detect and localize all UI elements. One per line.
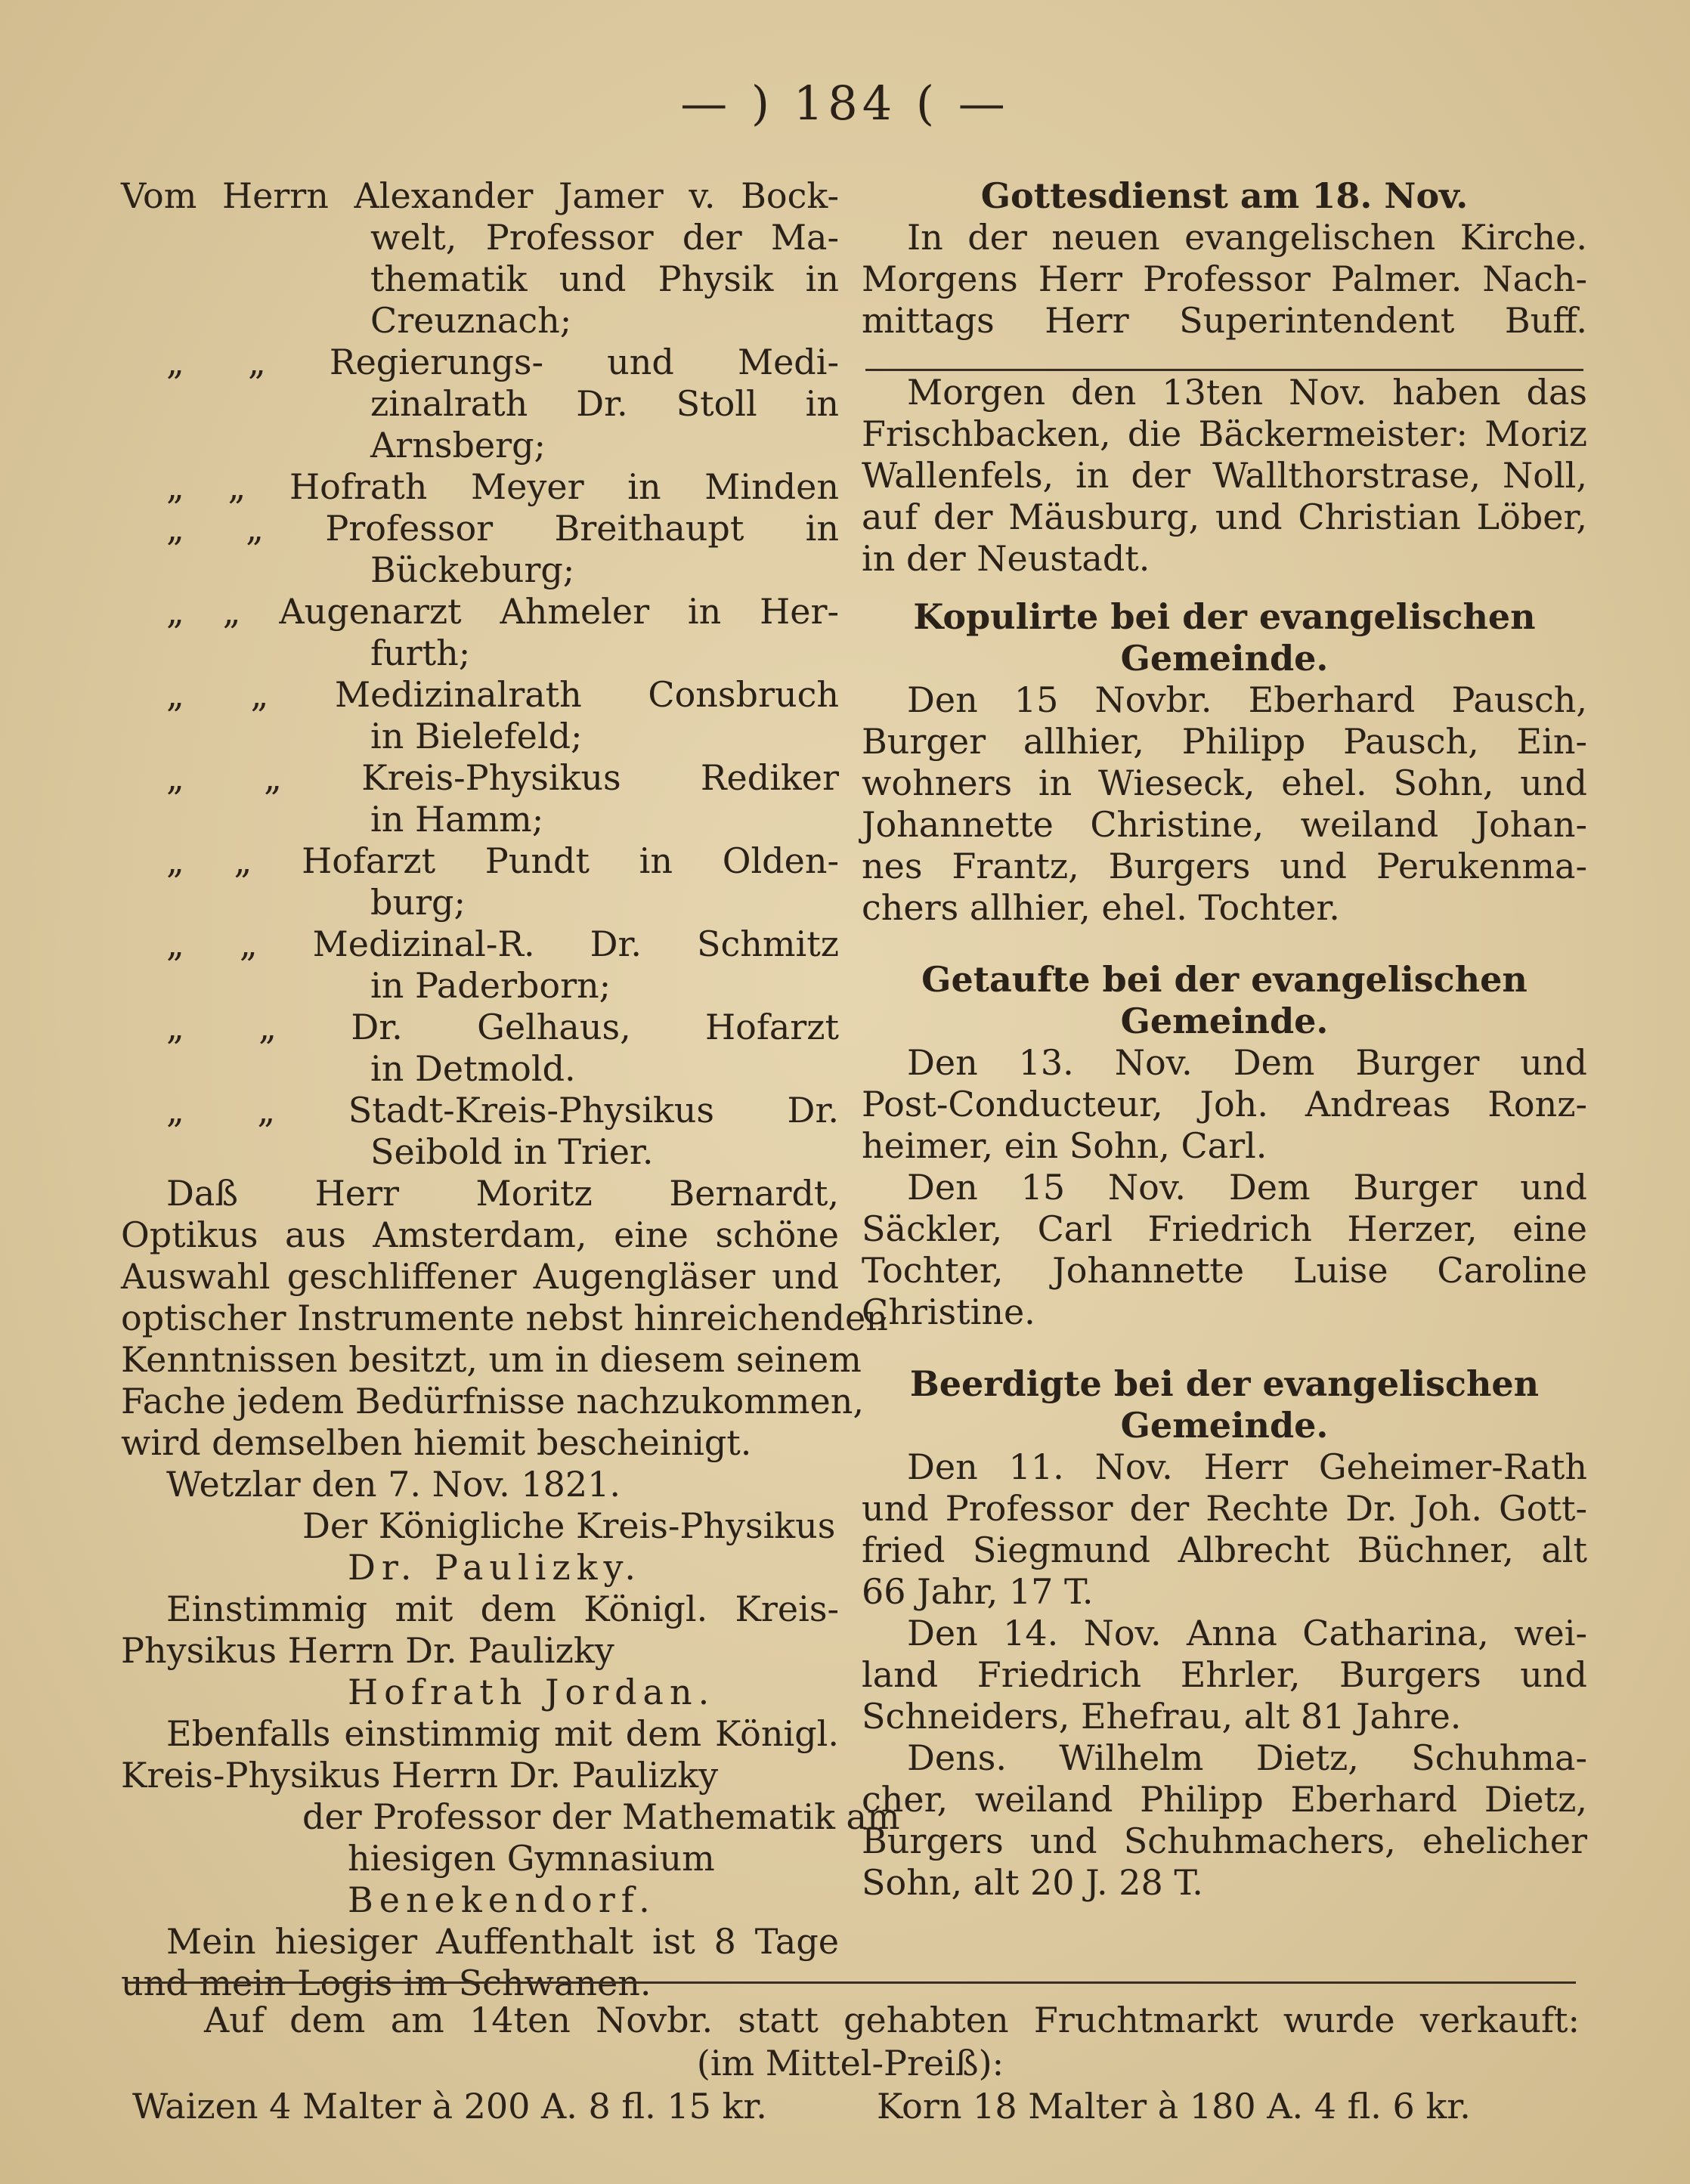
market-heading: Auf dem am 14ten Novbr. statt gehabten Fruchtmarkt wurde verkauft: [204,2000,1580,2040]
list-line: „ „ Medizinalrath Consbruch [166,674,839,715]
buried-line: Den 14. Nov. Anna Catharina, wei- [907,1613,1587,1653]
buried-line: 66 Jahr, 17 T. [862,1571,1094,1612]
right-column [862,175,1587,1904]
certificate-line: Fache jedem Bedürfnisse nachzukommen, [121,1381,864,1421]
endorsement-line: hiesigen Gymnasium [348,1838,715,1879]
endorsement-line: Einstimmig mit dem Königl. Kreis- [166,1589,839,1629]
list-line: „ „ Stadt-Kreis-Physikus Dr. [166,1090,839,1131]
service-line: Morgens Herr Professor Palmer. Nach- [862,258,1587,299]
baptized-line: Post-Conducteur, Joh. Andreas Ronz- [862,1084,1587,1124]
section-divider [865,369,1583,371]
service-line: mittags Herr Superintendent Buff. [862,300,1587,341]
certificate-line: Optikus aus Amsterdam, eine schöne [121,1214,839,1255]
bakers-line: Morgen den 13ten Nov. haben das [907,372,1587,413]
bakers-line: Frischbacken, die Bäckermeister: Moriz [862,413,1587,454]
married-line: Den 15 Novbr. Eberhard Pausch, [907,679,1587,720]
certificate-line: wird demselben hiemit bescheinigt. [121,1422,752,1463]
bakers-line: in der Neustadt. [862,538,1150,579]
list-line: furth; [370,633,471,673]
married-line: wohners in Wieseck, ehel. Sohn, und [862,763,1587,803]
buried-line: cher, weiland Philipp Eberhard Dietz, [862,1779,1587,1820]
market-report [121,1999,1580,2128]
endorsement-line: Ebenfalls einstimmig mit dem Königl. [166,1713,839,1754]
list-line: Vom Herrn Alexander Jamer v. Bock- [121,175,839,216]
market-prices [121,2085,1580,2128]
service-heading: Gottesdienst am 18. Nov. [980,175,1469,216]
list-line: „ „ Hofarzt Pundt in Olden- [166,840,839,881]
list-line: Creuznach; [370,300,572,341]
baptized-heading: Gemeinde. [1120,1001,1329,1041]
baptized-line: Säckler, Carl Friedrich Herzer, eine [862,1208,1587,1249]
list-line: „ „ Kreis-Physikus Rediker [166,757,839,798]
buried-line: land Friedrich Ehrler, Burgers und [862,1654,1587,1695]
baptized-line: Den 15 Nov. Dem Burger und [907,1167,1587,1208]
list-line: Seibold in Trier. [370,1131,654,1172]
list-line: „ „ Medizinal-R. Dr. Schmitz [166,923,839,964]
dateline: Wetzlar den 7. Nov. 1821. [166,1464,621,1505]
baptized-line: Den 13. Nov. Dem Burger und [907,1042,1587,1083]
signature-name: Benekendorf. [348,1879,656,1920]
list-line: Arnsberg; [370,425,546,466]
married-heading: Kopulirte bei der evangelischen [913,596,1536,637]
list-line: burg; [370,882,466,923]
endorsement-line: Physikus Herrn Dr. Paulizky [121,1630,614,1671]
certificate-line: Auswahl geschliffener Augengläser und [121,1256,839,1297]
list-line: „ „ Regierungs- und Medi- [166,342,839,382]
buried-heading: Beerdigte bei der evangelischen [909,1363,1540,1404]
signature-line: Der Königliche Kreis-Physikus [302,1505,836,1546]
married-line: chers allhier, ehel. Tochter. [862,887,1340,928]
endorsement-line: Kreis-Physikus Herrn Dr. Paulizky [121,1755,719,1796]
certificate-line: Daß Herr Moritz Bernardt, [166,1173,839,1214]
list-line: „ „ Augenarzt Ahmeler in Her- [166,591,839,632]
signature-name: Hofrath Jordan. [348,1672,716,1712]
bakers-line: auf der Mäusburg, und Christian Löber, [862,497,1587,537]
baptized-line: Tochter, Johannette Luise Caroline [862,1250,1587,1291]
married-line: Burger allhier, Philipp Pausch, Ein- [862,721,1587,762]
buried-line: und Professor der Rechte Dr. Joh. Gott- [862,1488,1587,1529]
endorsement-line: der Professor der Mathematik am [302,1796,900,1837]
list-line: in Detmold. [370,1048,576,1089]
notice-line: und mein Logis im Schwanen. [121,1963,652,2003]
buried-line: Schneiders, Ehefrau, alt 81 Jahre. [862,1696,1462,1737]
baptized-heading: Getaufte bei der evangelischen [921,959,1528,1000]
buried-line: Burgers und Schuhmachers, ehelicher [862,1821,1587,1861]
bakers-line: Wallenfels, in der Wallthorstrase, Noll, [862,455,1587,496]
list-line: „ „ Dr. Gelhaus, Hofarzt [166,1007,839,1047]
list-line: „ „ Professor Breithaupt in [166,508,839,549]
notice-line: Mein hiesiger Auffenthalt ist 8 Tage [166,1921,839,1962]
signature-name: Dr. Paulizky. [348,1547,642,1588]
list-line: thematik und Physik in [370,258,839,299]
list-line: in Hamm; [370,799,544,840]
rye-price: Korn 18 Malter à 180 A. 4 fl. 6 kr. [877,2086,1471,2127]
footer-divider [125,1981,1576,1984]
list-line: Bückeburg; [370,549,575,590]
list-line: in Paderborn; [370,965,611,1006]
buried-line: fried Siegmund Albrecht Büchner, alt [862,1530,1587,1570]
buried-heading: Gemeinde. [1120,1405,1329,1446]
buried-line: Dens. Wilhelm Dietz, Schuhma- [907,1737,1587,1778]
buried-line: Den 11. Nov. Herr Geheimer-Rath [907,1446,1587,1487]
list-line: zinalrath Dr. Stoll in [370,383,839,424]
left-column [121,175,900,2004]
service-line: In der neuen evangelischen Kirche. [907,217,1587,258]
baptized-line: Christine. [862,1292,1035,1332]
certificate-line: optischer Instrumente nebst hinreichenden [121,1298,888,1338]
married-line: Johannette Christine, weiland Johan- [862,804,1587,845]
certificate-line: Kenntnissen besitzt, um in diesem seinem [121,1339,862,1380]
list-line: „ „ Hofrath Meyer in Minden [166,466,839,507]
list-line: welt, Professor der Ma- [370,217,839,258]
wheat-price: Waizen 4 Malter à 200 A. 8 fl. 15 kr. [132,2086,767,2127]
market-subheading: (im Mittel-Preiß): [696,2043,1004,2083]
married-line: nes Frantz, Burgers und Perukenma- [862,846,1587,886]
page-number: — ) 184 ( — [680,76,1010,131]
baptized-line: heimer, ein Sohn, Carl. [862,1125,1268,1166]
buried-line: Sohn, alt 20 J. 28 T. [862,1862,1203,1903]
married-heading: Gemeinde. [1120,638,1329,679]
list-line: in Bielefeld; [370,716,583,756]
